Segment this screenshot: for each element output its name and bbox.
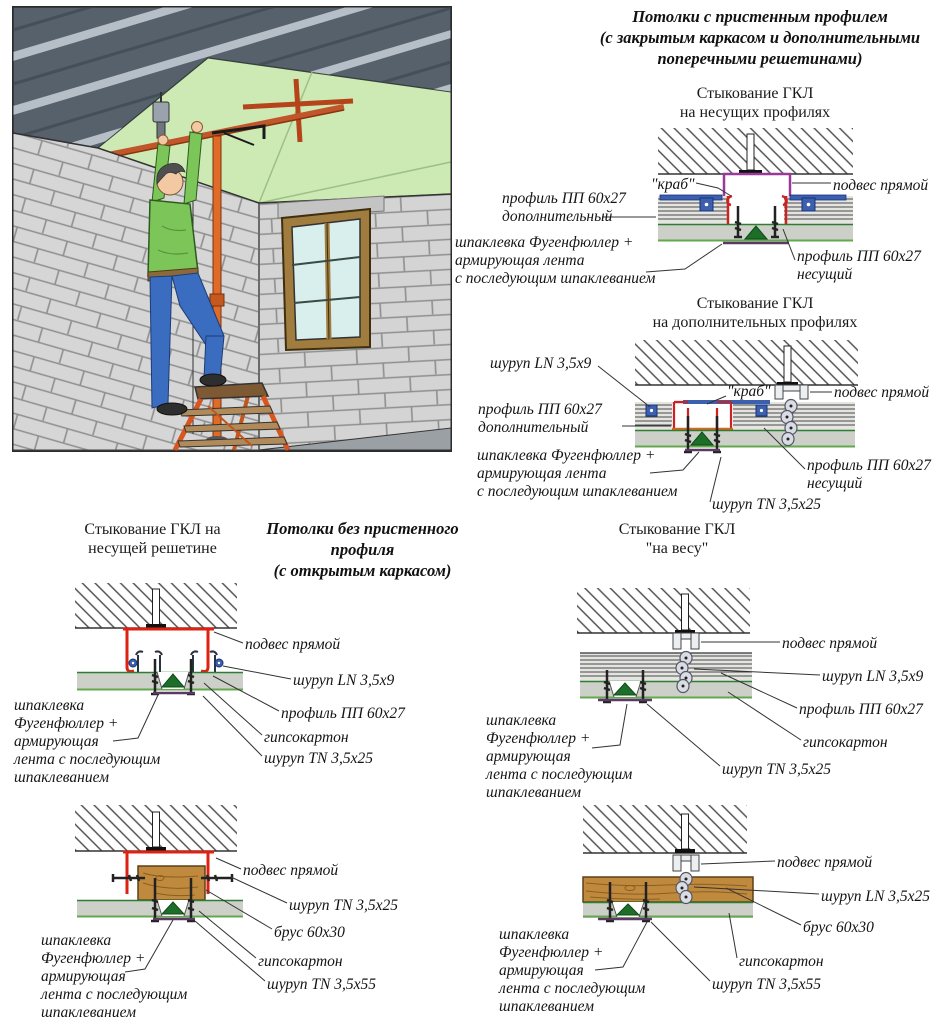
label-line: лента с последующим (14, 751, 161, 768)
label-line: армирующая (486, 748, 571, 765)
label-shurup-tn25: шуруп TN 3,5х25 (712, 496, 822, 513)
label-line: шпаклеванием (14, 769, 109, 786)
subtitle-line: Стыкование ГКЛ (696, 85, 814, 102)
label-shurup-tn25: шуруп TN 3,5х25 (289, 897, 399, 914)
label-line: несущий (807, 475, 863, 492)
drywall-sheet (635, 430, 855, 447)
krab-connector (790, 195, 846, 200)
window (278, 196, 384, 350)
label-shurup-ln25: шуруп LN 3,5х25 (821, 888, 931, 905)
drywall-sheet (583, 902, 753, 918)
label-line: Фугенфюллер + (41, 950, 146, 967)
label-line: шпаклевка Фугенфюллер + (455, 234, 634, 251)
label-line: профиль ПП 60х27 (797, 248, 921, 265)
drywall-sheet (77, 900, 243, 917)
label-shurup-tn25: шуруп TN 3,5х25 (722, 761, 832, 778)
subtitle-line: несущей решетине (88, 540, 217, 557)
label-line: Фугенфюллер + (499, 944, 604, 961)
label-line: шпаклевка Фугенфюллер + (477, 447, 656, 464)
label-profil-dop (478, 401, 602, 437)
label-line: армирующая (14, 733, 99, 750)
label-line: армирующая лента (455, 252, 585, 269)
label-podves: подвес прямой (243, 862, 339, 879)
subtitle-bearing-profiles (570, 84, 940, 122)
label-podves: подвес прямой (834, 384, 930, 401)
label-shurup-tn55: шуруп TN 3,5х55 (267, 976, 377, 993)
label-shpaklevka (41, 932, 187, 1022)
label-line: армирующая (499, 962, 584, 979)
right-hand (192, 122, 203, 133)
wood-lath (138, 866, 205, 900)
concrete-hatch (635, 340, 858, 385)
label-podves: подвес прямой (833, 177, 929, 194)
label-line: профиль ПП 60х27 (807, 457, 931, 474)
jeans (150, 276, 172, 408)
label-profil-dop (502, 190, 626, 226)
ceiling-installation-illustration (12, 6, 452, 452)
drywall-sheet (77, 672, 243, 690)
label-shpaklevka (455, 234, 655, 288)
label-line: армирующая лента (477, 465, 607, 482)
label-shpaklevka (486, 712, 632, 802)
profile-cross-section (136, 651, 217, 673)
drill (153, 102, 169, 122)
label-shpaklevka (14, 697, 160, 787)
label-line: шпаклевка (499, 926, 570, 943)
label-shurup-tn55: шуруп TN 3,5х55 (712, 976, 822, 993)
label-line: шпаклевка (14, 697, 85, 714)
subtitle-line: "на весу" (645, 540, 709, 557)
label-shurup-ln9: шуруп LN 3,5х9 (490, 355, 592, 372)
label-shurup-tn25: шуруп TN 3,5х25 (264, 750, 374, 767)
label-line: с последующим шпаклеванием (477, 483, 678, 500)
concrete-hatch (577, 588, 750, 633)
label-gipsokarton: гипсокартон (258, 953, 343, 970)
title-line: Потолки с пристенным профилем (632, 7, 888, 26)
title-line: Потолки без пристенного профиля (266, 519, 459, 559)
concrete-hatch (583, 805, 747, 853)
label-krab: "краб" (727, 383, 771, 400)
label-line: с последующим шпаклеванием (455, 270, 656, 287)
sweater (148, 200, 198, 276)
subtitle-line: Стыкование ГКЛ (618, 521, 736, 538)
label-line: шпаклевка (41, 932, 112, 949)
label-line: Фугенфюллер + (486, 730, 591, 747)
label-line: дополнительный (478, 419, 589, 436)
label-line: шпаклеванием (486, 784, 581, 801)
label-line: несущий (797, 266, 853, 283)
label-line: дополнительный (502, 208, 613, 225)
label-podves: подвес прямой (777, 854, 873, 871)
label-shpaklevka (477, 447, 677, 501)
title-line: (с открытым каркасом) (273, 561, 452, 580)
label-gipsokarton: гипсокартон (803, 734, 888, 751)
shoe (157, 403, 187, 415)
title-line: поперечными решетинами) (657, 49, 863, 68)
label-shurup-ln9: шуруп LN 3,5х9 (822, 668, 924, 685)
label-line: лента с последующим (499, 980, 646, 997)
label-profil-nes (807, 457, 931, 493)
label-line: шпаклеванием (499, 998, 594, 1015)
subtitle-line: на несущих профилях (679, 104, 831, 121)
label-podves: подвес прямой (782, 635, 878, 652)
wood-lath (583, 877, 753, 902)
label-line: профиль ПП 60х27 (478, 401, 602, 418)
title-closed-frame (572, 6, 948, 69)
label-profil-nes (797, 248, 921, 284)
subtitle-suspended (572, 520, 782, 558)
label-shpaklevka (499, 926, 645, 1016)
concrete-hatch (658, 128, 853, 174)
label-brus: брус 60х30 (803, 919, 874, 936)
label-line: профиль ПП 60х27 (502, 190, 626, 207)
label-line: лента с последующим (41, 986, 188, 1003)
label-line: Фугенфюллер + (14, 715, 119, 732)
title-open-frame (235, 518, 490, 581)
label-brus: брус 60х30 (274, 924, 345, 941)
label-profil: профиль ПП 60х27 (799, 701, 923, 718)
label-shurup-ln9: шуруп LN 3,5х9 (293, 672, 395, 689)
shoe (200, 374, 226, 386)
label-profil: профиль ПП 60х27 (281, 705, 405, 722)
label-gipsokarton: гипсокартон (264, 729, 349, 746)
subtitle-line: Стыкование ГКЛ (696, 295, 814, 312)
subtitle-bearing-lath (45, 520, 260, 558)
label-line: лента с последующим (486, 766, 633, 783)
subtitle-line: Стыкование ГКЛ на (84, 521, 221, 538)
label-line: шпаклеванием (41, 1004, 136, 1021)
label-line: армирующая (41, 968, 126, 985)
title-line: (с закрытым каркасом и дополнительными (599, 28, 921, 47)
left-hand (158, 135, 168, 145)
label-line: шпаклевка (486, 712, 557, 729)
subtitle-line: на дополнительных профилях (652, 314, 858, 331)
label-podves: подвес прямой (245, 636, 341, 653)
label-krab: "краб" (651, 176, 695, 193)
label-gipsokarton: гипсокартон (739, 953, 824, 970)
